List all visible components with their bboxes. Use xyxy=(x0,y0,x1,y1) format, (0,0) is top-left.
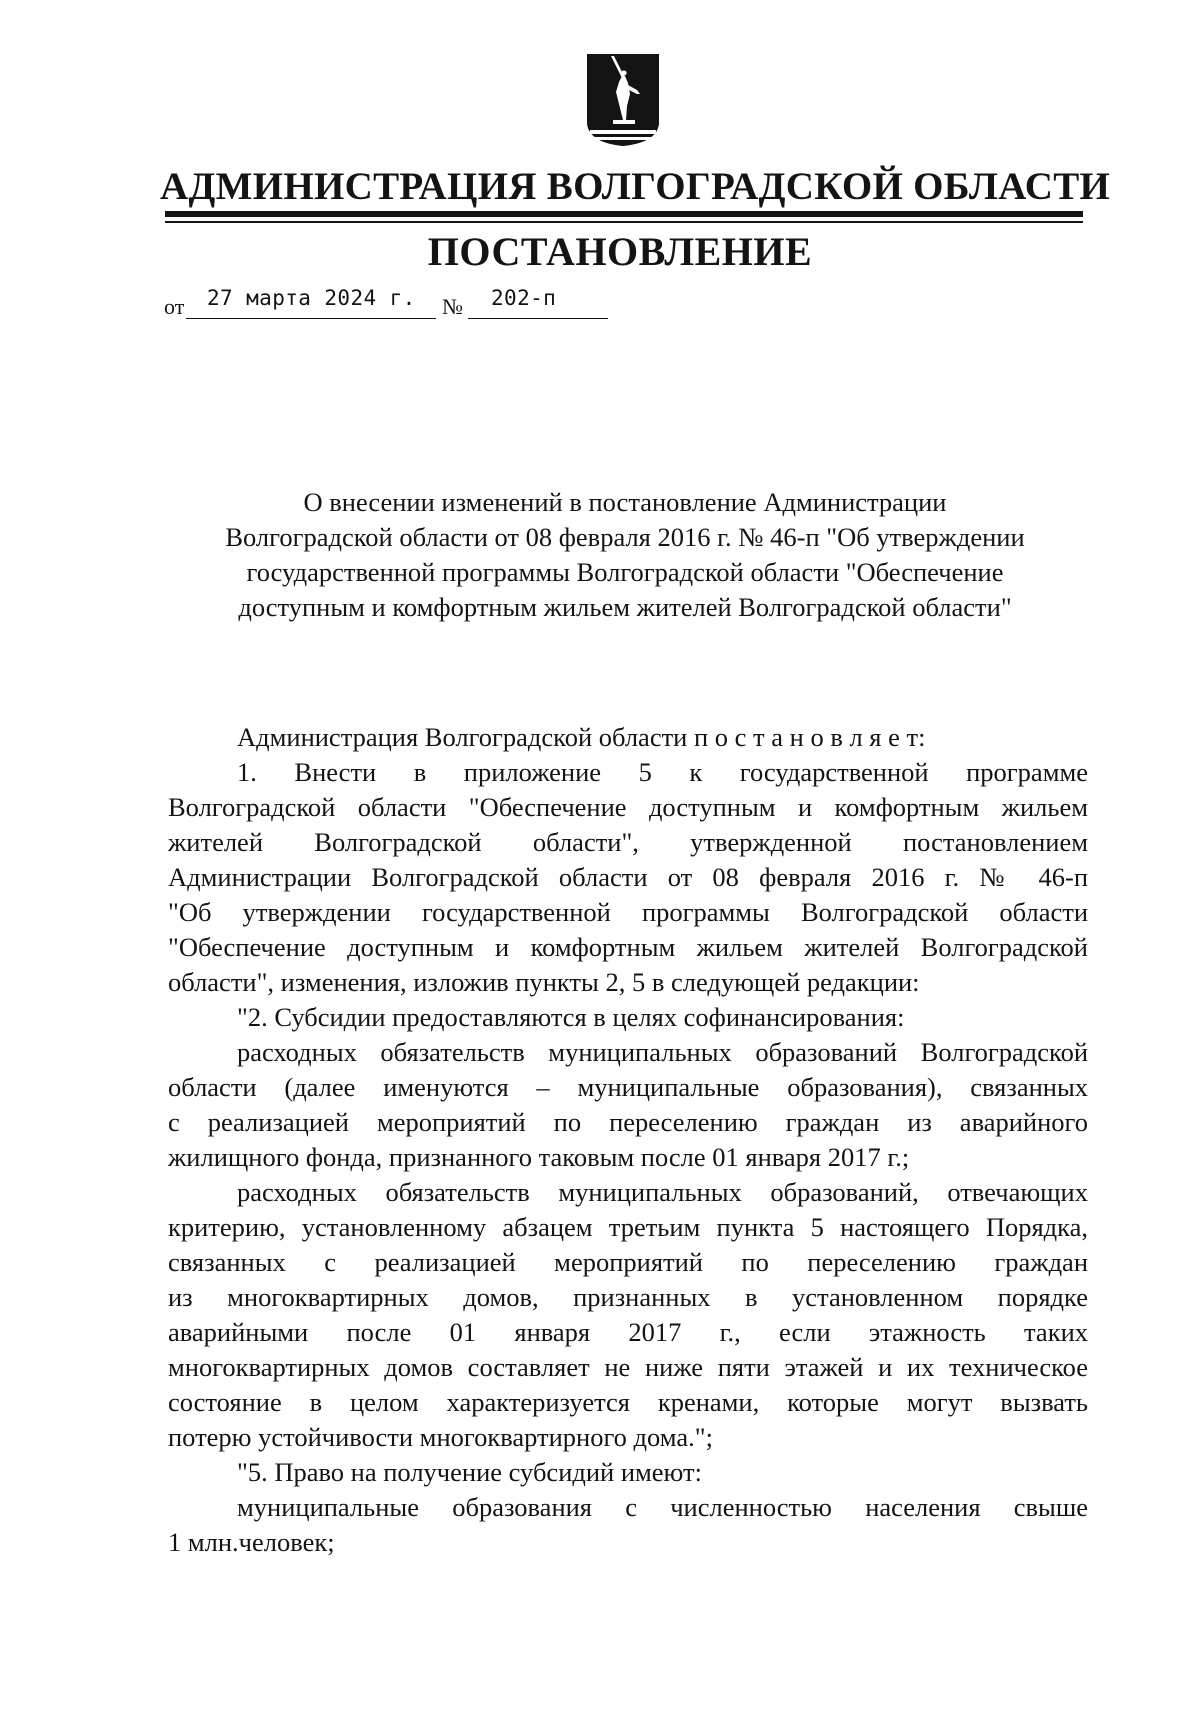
body-line: с реализацией мероприятий по переселению граждан из аварийного xyxy=(168,1107,1088,1137)
date-value: 27 марта 2024 г. xyxy=(207,286,416,310)
body-line: области (далее именуются – муниципальные образования), связанных xyxy=(168,1072,1088,1102)
document-type: ПОСТАНОВЛЕНИЕ xyxy=(427,229,813,274)
body-line: Администрация Волгоградской области п о с т а н о в л я е т: xyxy=(237,722,926,752)
body-line: области", изменения, изложив пункты 2, 5 в следующей редакции: xyxy=(168,967,920,997)
body-line: "2. Субсидии предоставляются в целях софинансирования: xyxy=(237,1002,905,1032)
header-rule-thin xyxy=(165,221,1083,223)
body-line: из многоквартирных домов, признанных в установленном порядке xyxy=(168,1282,1088,1312)
body-line: многоквартирных домов составляет не ниже пяти этажей и их техническое xyxy=(168,1352,1088,1382)
body-line: критерию, установленному абзацем третьим пункта 5 настоящего Порядка, xyxy=(168,1212,1088,1242)
header-rule-thick xyxy=(165,211,1083,217)
date-label: от xyxy=(164,294,185,319)
subject-line: государственной программы Волгоградской области "Обеспечение xyxy=(246,557,1004,587)
number-value: 202-п xyxy=(491,286,557,310)
document-subject xyxy=(165,485,1085,625)
subject-line: Волгоградской области от 08 февраля 2016 г. № 46-п "Об утверждении xyxy=(225,522,1025,552)
subject-line: О внесении изменений в постановление Администрации xyxy=(303,487,947,517)
organization-title: АДМИНИСТРАЦИЯ ВОЛГОГРАДСКОЙ ОБЛАСТИ xyxy=(160,165,1111,208)
date-underline xyxy=(186,318,436,319)
volgograd-emblem-icon xyxy=(585,52,661,148)
body-line: аварийными после 01 января 2017 г., если этажность таких xyxy=(168,1317,1088,1347)
body-line: Администрации Волгоградской области от 08 февраля 2016 г. № 46-п xyxy=(168,862,1088,892)
number-label: № xyxy=(442,294,463,319)
number-underline xyxy=(468,318,608,319)
body-line: Волгоградской области "Обеспечение доступным и комфортным жильем xyxy=(168,792,1088,822)
body-line: расходных обязательств муниципальных образований Волгоградской xyxy=(237,1037,1088,1067)
body-line: жителей Волгоградской области", утвержденной постановлением xyxy=(168,827,1088,857)
subject-line: доступным и комфортным жильем жителей Волгоградской области" xyxy=(238,592,1012,622)
body-line: жилищного фонда, признанного таковым после 01 января 2017 г.; xyxy=(168,1142,910,1172)
body-line: потерю устойчивости многоквартирного дома."; xyxy=(168,1422,713,1452)
body-line: "Обеспечение доступным и комфортным жильем жителей Волгоградской xyxy=(168,932,1088,962)
body-line: 1. Внести в приложение 5 к государственной программе xyxy=(237,757,1088,787)
body-line: связанных с реализацией мероприятий по переселению граждан xyxy=(168,1247,1088,1277)
body-line: муниципальные образования с численностью населения свыше xyxy=(237,1492,1088,1522)
body-line: "Об утверждении государственной программы Волгоградской области xyxy=(168,897,1088,927)
body-line: "5. Право на получение субсидий имеют: xyxy=(237,1457,702,1487)
body-line: расходных обязательств муниципальных образований, отвечающих xyxy=(237,1177,1088,1207)
body-line: 1 млн.человек; xyxy=(168,1527,335,1557)
body-line: состояние в целом характеризуется кренами, которые могут вызвать xyxy=(168,1387,1088,1417)
